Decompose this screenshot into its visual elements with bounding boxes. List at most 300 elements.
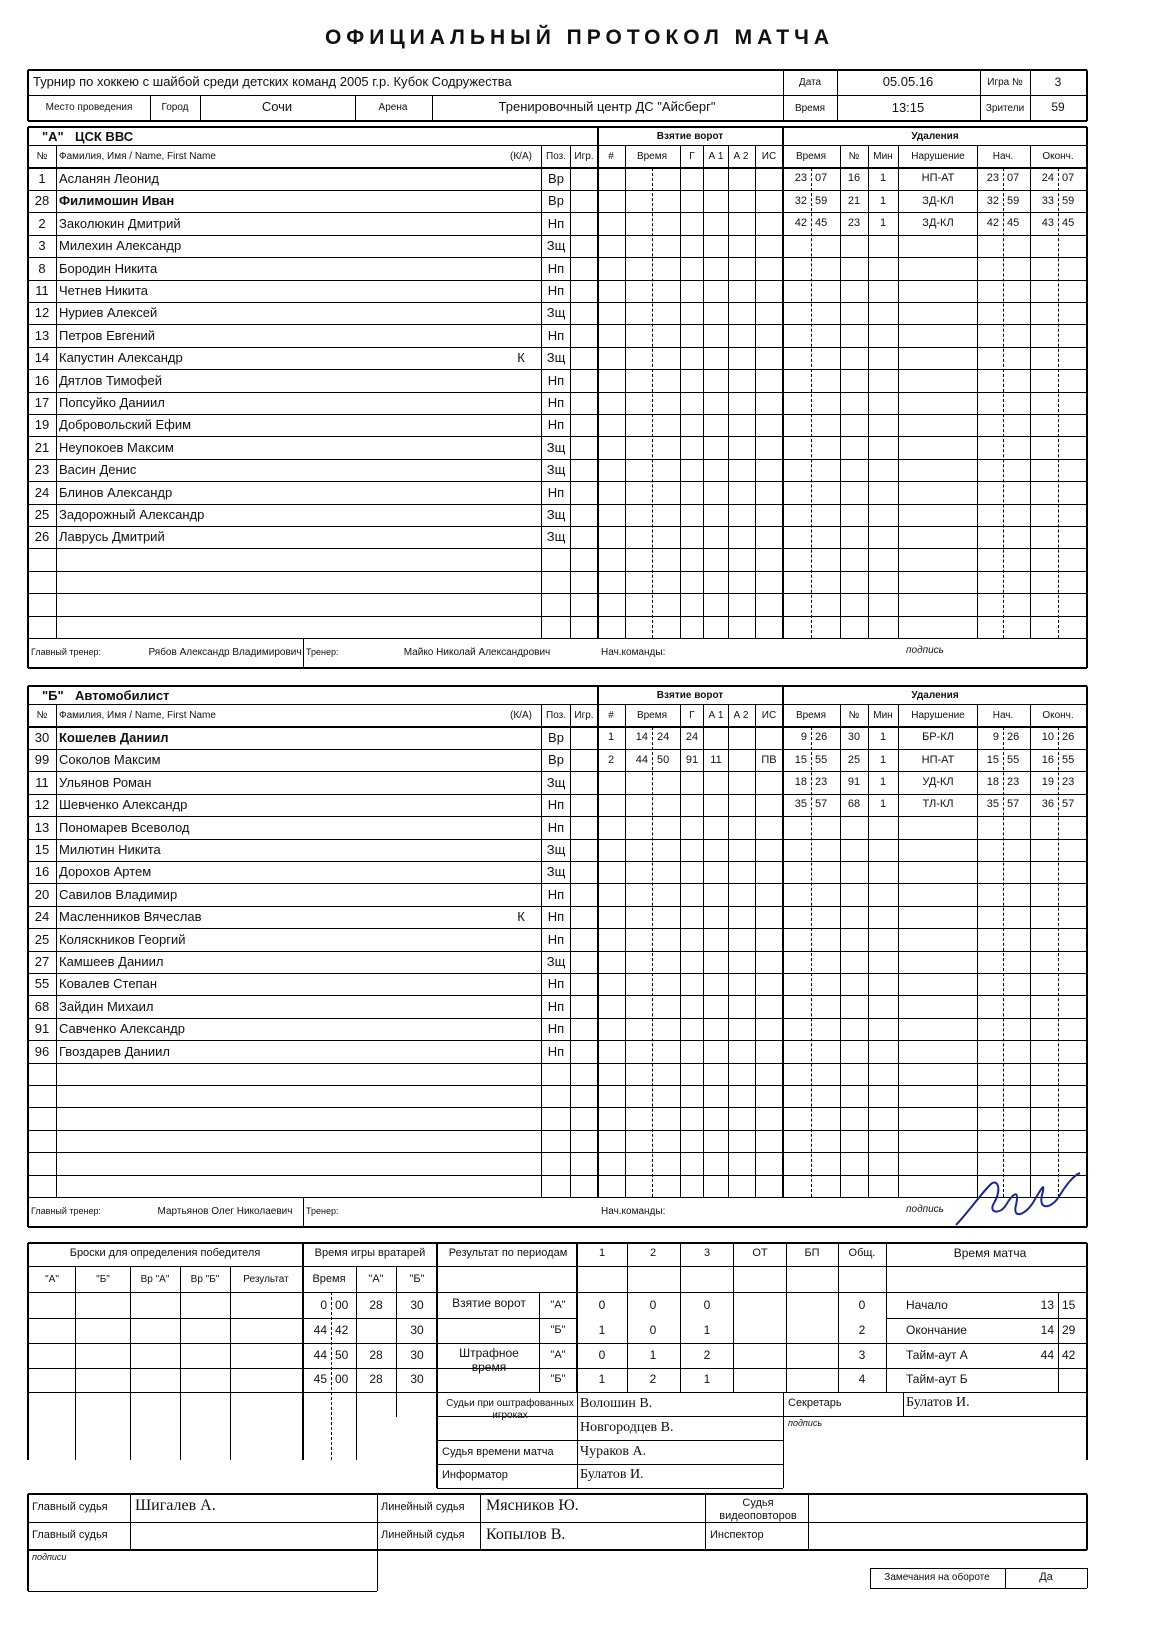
team-name: ЦСК ВВС	[75, 128, 134, 144]
player-name: Гвоздарев Даниил	[59, 1043, 170, 1059]
player-position: Нп	[547, 931, 565, 947]
informer-label: Информатор	[442, 1468, 508, 1481]
rule-line	[868, 727, 869, 1197]
rule-line	[728, 145, 729, 168]
signature-label: подпись	[906, 1203, 944, 1215]
player-name: Ковалев Степан	[59, 976, 158, 992]
penalty-start-min: 23	[986, 172, 999, 185]
penalty-violation: ТЛ-КЛ	[922, 798, 954, 811]
rule-line	[755, 168, 756, 638]
inspector-label: Инспектор	[710, 1528, 764, 1541]
signatures-label: подписи	[32, 1552, 67, 1563]
player-number: 16	[34, 864, 50, 880]
timekeeper-label: Судья времени матча	[442, 1445, 554, 1458]
referee-1: Шигалев А.	[135, 1497, 216, 1515]
penalty-start-sec: 45	[1007, 216, 1020, 229]
goal-second: 50	[657, 753, 670, 766]
penalty-end-sec: 45	[1062, 216, 1075, 229]
match-time-title: Время матча	[953, 1246, 1027, 1261]
rule-line	[870, 1588, 1087, 1589]
match-time-label: Тайм-аут Б	[906, 1372, 968, 1387]
player-name: Савилов Владимир	[59, 886, 178, 902]
player-name: Ульянов Роман	[59, 774, 152, 790]
rule-line	[577, 1440, 578, 1488]
penalty-start-sec: 26	[1007, 731, 1020, 744]
player-name: Масленников Вячеслав	[59, 909, 202, 925]
player-name: Коляскников Георгий	[59, 931, 186, 947]
rule-line	[728, 704, 729, 727]
col-header-name: Фамилия, Имя / Name, First Name	[59, 709, 216, 721]
col-header-position: Поз.	[546, 150, 566, 162]
team-chief-label: Нач.команды:	[601, 646, 666, 658]
player-number: 27	[34, 954, 50, 970]
table-row-line	[28, 257, 1087, 258]
penalty-player: 91	[847, 775, 861, 788]
period-value: 2	[703, 1348, 711, 1363]
rule-line	[977, 704, 978, 727]
head-coach-name: Мартьянов Олег Николаевич	[157, 1205, 293, 1217]
table-row-line	[28, 1152, 1087, 1153]
penalty-start-sec: 55	[1007, 753, 1020, 766]
rule-line	[898, 727, 899, 1197]
period-col-header: 3	[703, 1246, 711, 1259]
player-name: Четнев Никита	[59, 283, 148, 299]
rule-line	[28, 1522, 1087, 1523]
col-header-goal-scorer: Г	[689, 709, 695, 721]
table-row-line	[28, 883, 1087, 884]
player-name: Добровольский Ефим	[59, 417, 192, 433]
rule-line	[1086, 127, 1088, 668]
rule-line	[755, 704, 756, 727]
player-number: 99	[34, 752, 50, 768]
goalie-b-number: 30	[410, 1298, 424, 1313]
period-col-header: 2	[649, 1246, 657, 1259]
rule-line	[1086, 1243, 1088, 1460]
player-number: 91	[34, 1021, 50, 1037]
player-position: Зщ	[546, 462, 566, 478]
rule-line	[868, 704, 869, 727]
player-position: Нп	[547, 215, 565, 231]
col-header-pen-start: Нач.	[992, 709, 1014, 721]
rule-line	[539, 1343, 887, 1344]
player-number: 3	[38, 238, 46, 254]
goal-second: 24	[657, 731, 670, 744]
penalty-start-min: 42	[986, 216, 999, 229]
penalty-second: 59	[815, 194, 828, 207]
penalty-end-min: 10	[1041, 731, 1054, 744]
shootout-title: Броски для определения победителя	[69, 1246, 261, 1259]
rule-line	[977, 727, 978, 1197]
period-value: 1	[649, 1348, 657, 1363]
player-position: Нп	[547, 327, 565, 343]
table-row-line	[28, 302, 1087, 303]
match-time-min: 14	[1040, 1323, 1054, 1338]
player-position: Вр	[548, 730, 564, 746]
table-row-line	[28, 481, 1087, 482]
time-label: Время	[794, 102, 826, 114]
table-row-line	[28, 347, 1087, 348]
player-position: Нп	[547, 484, 565, 500]
period-value: 2	[858, 1323, 866, 1338]
penalty-start-sec: 07	[1007, 172, 1020, 185]
goalie-change-sec: 42	[335, 1323, 349, 1338]
rule-line	[840, 168, 841, 638]
period-value: 0	[598, 1348, 606, 1363]
player-position: Нп	[547, 283, 565, 299]
col-header-situation: ИС	[761, 709, 777, 721]
team-frame-bottom	[28, 1226, 1087, 1228]
spectators-count: 59	[1051, 100, 1065, 115]
rule-line	[728, 727, 729, 1197]
penalty-violation: ЗД-КЛ	[922, 216, 954, 229]
rule-line	[840, 145, 841, 168]
goalie-change-min: 45	[313, 1372, 327, 1387]
date-label: Дата	[798, 76, 822, 88]
player-number: 16	[34, 372, 50, 388]
player-number: 11	[35, 774, 49, 790]
goalie-change-min: 44	[313, 1348, 327, 1363]
player-number: 25	[34, 931, 50, 947]
player-name: Дятлов Тимофей	[59, 372, 162, 388]
goalie-change-sec: 00	[335, 1298, 349, 1313]
table-row-line	[28, 616, 1087, 617]
rule-line	[437, 1488, 783, 1489]
table-row-line	[28, 324, 1087, 325]
penbox-judge-1: Волошин В.	[580, 1396, 653, 1412]
goalie-a-number: 28	[369, 1372, 383, 1387]
shootout-col-header: "Б"	[96, 1273, 110, 1285]
head-coach-label: Главный тренер:	[31, 647, 101, 658]
penalty-minute: 23	[794, 172, 807, 185]
player-name: Филимошин Иван	[59, 193, 175, 209]
player-position: Нп	[547, 1043, 565, 1059]
coach-signature	[950, 1165, 1090, 1235]
rule-line	[130, 1266, 131, 1460]
goal-situation: ПВ	[761, 753, 777, 766]
rule-line	[56, 145, 57, 168]
venue-label: Место проведения	[45, 101, 133, 113]
game-number: 3	[1054, 75, 1062, 90]
shootout-col-header: "А"	[45, 1273, 59, 1285]
table-row-line	[28, 280, 1087, 281]
penalty-minutes: 1	[879, 731, 887, 744]
rule-line	[28, 1266, 1087, 1267]
col-header-no: №	[36, 150, 48, 162]
dashed-divider	[1058, 727, 1059, 1197]
penalty-violation: НП-АТ	[921, 172, 955, 185]
city-label: Город	[161, 101, 189, 113]
player-name: Капустин Александр	[59, 350, 183, 366]
penalty-violation: БР-КЛ	[922, 731, 954, 744]
rule-line	[377, 1494, 378, 1591]
penalty-minute: 15	[794, 753, 807, 766]
period-value: 0	[858, 1298, 866, 1313]
penalty-second: 23	[815, 775, 828, 788]
player-position: Нп	[547, 886, 565, 902]
table-row-line	[28, 1085, 1087, 1086]
period-results-title: Результат по периодам	[448, 1246, 568, 1259]
penalty-end-sec: 57	[1062, 798, 1075, 811]
penalty-start-min: 32	[986, 194, 999, 207]
match-date: 05.05.16	[882, 73, 934, 89]
penalty-end-min: 43	[1041, 216, 1054, 229]
city-value: Сочи	[261, 98, 293, 114]
player-position: Зщ	[546, 507, 566, 523]
remarks-value: Да	[1039, 1570, 1053, 1583]
rule-line	[436, 1440, 438, 1488]
player-name: Васин Денис	[59, 462, 137, 478]
goal-scorer: 24	[685, 731, 699, 744]
penalty-end-min: 16	[1041, 753, 1054, 766]
spectators-label: Зрители	[985, 102, 1025, 114]
arena-value: Тренировочный центр ДС "Айсберг"	[498, 98, 716, 114]
shootout-col-header: Результат	[243, 1273, 289, 1285]
rule-line	[28, 1591, 377, 1592]
player-number: 20	[34, 886, 50, 902]
col-header-pen-player: №	[848, 709, 860, 721]
linesman-label-1: Линейный судья	[381, 1500, 465, 1513]
rule-line	[541, 704, 542, 727]
player-name: Камшеев Даниил	[59, 954, 164, 970]
player-position: Зщ	[546, 439, 566, 455]
results-frame-top	[28, 1242, 1087, 1244]
table-row-line	[28, 392, 1087, 393]
rule-line	[625, 145, 626, 168]
penalty-start-min: 15	[986, 753, 999, 766]
col-header-pen-min: Мин	[873, 150, 893, 162]
col-header-pen-start: Нач.	[992, 150, 1014, 162]
team-name: Автомобилист	[75, 687, 170, 703]
col-header-assist-1: А 1	[708, 709, 724, 721]
rule-line	[786, 1243, 787, 1392]
table-row-line	[28, 190, 1087, 191]
penalty-start-min: 35	[986, 798, 999, 811]
goals-label: Взятие ворот	[452, 1296, 526, 1310]
goalie-time-title: Время игры вратарей	[314, 1246, 426, 1259]
rule-line	[303, 1197, 304, 1227]
match-time: 13:15	[891, 99, 925, 115]
team-chief-label: Нач.команды:	[601, 1205, 666, 1217]
coach-name: Майко Николай Александрович	[403, 646, 551, 658]
goals-section-title: Взятие ворот	[656, 689, 724, 701]
referee-label-1: Главный судья	[32, 1500, 108, 1513]
rule-line	[28, 167, 1087, 169]
rule-line	[27, 70, 29, 121]
player-position: Нп	[547, 372, 565, 388]
player-position: Зщ	[546, 350, 566, 366]
dashed-divider	[1003, 168, 1004, 638]
rule-line	[396, 1266, 397, 1417]
rule-line	[28, 1292, 1087, 1293]
col-header-goal-time: Время	[636, 709, 668, 721]
rule-line	[703, 145, 704, 168]
player-name: Лаврусь Дмитрий	[59, 529, 165, 545]
player-name: Асланян Леонид	[59, 171, 160, 187]
rule-line	[840, 704, 841, 727]
penalty-second: 55	[815, 753, 828, 766]
rule-line	[898, 145, 899, 168]
rule-line	[903, 1392, 904, 1416]
team-letter: "Б"	[42, 687, 64, 703]
penalty-start-sec: 57	[1007, 798, 1020, 811]
player-name: Дорохов Артем	[59, 864, 152, 880]
player-number: 11	[35, 283, 49, 299]
rule-line	[886, 1243, 887, 1392]
table-row-line	[28, 1018, 1087, 1019]
rule-line	[703, 704, 704, 727]
table-row-line	[28, 548, 1087, 549]
col-header-pen-end: Оконч.	[1042, 150, 1074, 162]
penalty-start-sec: 59	[1007, 194, 1020, 207]
player-number: 14	[34, 350, 50, 366]
head-coach-label: Главный тренер:	[31, 1206, 101, 1217]
timekeeper-name: Чураков А.	[580, 1444, 647, 1460]
rule-line	[898, 168, 899, 638]
rule-line	[437, 1440, 783, 1441]
rule-line	[303, 638, 304, 668]
table-row-line	[28, 436, 1087, 437]
penalties-section-title: Удаления	[911, 130, 959, 142]
penalty-player: 16	[847, 172, 861, 185]
linesman-2: Копылов В.	[486, 1526, 566, 1544]
col-header-assist-2: А 2	[733, 709, 749, 721]
penalty-end-sec: 26	[1062, 731, 1075, 744]
rule-line	[977, 168, 978, 638]
period-value: 4	[858, 1372, 866, 1387]
player-position: Нп	[547, 1021, 565, 1037]
player-number: 21	[34, 439, 50, 455]
player-position: Нп	[547, 395, 565, 411]
period-row-team: "Б"	[550, 1323, 566, 1336]
rule-line	[755, 727, 756, 1197]
penalty-start-min: 9	[992, 731, 999, 744]
rule-line	[539, 1368, 887, 1369]
player-position: Нп	[547, 797, 565, 813]
col-header-violation: Нарушение	[911, 709, 965, 721]
col-header-captain: (К/А)	[510, 709, 532, 721]
period-value: 3	[858, 1348, 866, 1363]
period-col-header: 1	[598, 1246, 606, 1259]
penalty-second: 57	[815, 798, 828, 811]
penalty-start-min: 18	[986, 775, 999, 788]
info-border-top	[28, 69, 1087, 71]
captain-mark: К	[517, 909, 525, 925]
match-time-label: Окончание	[906, 1323, 967, 1338]
player-name: Блинов Александр	[59, 484, 173, 500]
coach-label: Тренер:	[306, 647, 339, 658]
table-row-line	[28, 1130, 1087, 1131]
goalie-b-number: 30	[410, 1348, 424, 1363]
referees-frame-bottom	[28, 1549, 1087, 1551]
rule-line	[977, 145, 978, 168]
penalty-player: 25	[847, 753, 861, 766]
rule-line	[680, 145, 681, 168]
player-name: Зайдин Михаил	[59, 998, 154, 1014]
player-number: 55	[34, 976, 50, 992]
rule-line	[28, 145, 1087, 146]
goalie-time-col: Время	[312, 1272, 346, 1285]
player-number: 12	[34, 305, 50, 321]
rule-line	[27, 1494, 29, 1591]
goal-scorer: 91	[685, 753, 699, 766]
arena-label: Арена	[378, 101, 408, 113]
col-header-pen-end: Оконч.	[1042, 709, 1074, 721]
rule-line	[56, 704, 57, 727]
rule-line	[1030, 145, 1031, 168]
dashed-divider	[811, 727, 812, 1197]
period-row-team: "А"	[550, 1298, 566, 1311]
rule-line	[28, 95, 1087, 96]
rule-line	[570, 145, 571, 168]
player-number: 28	[34, 193, 50, 209]
penalty-player: 21	[847, 194, 861, 207]
period-col-header: БП	[804, 1246, 820, 1259]
player-position: Нп	[547, 260, 565, 276]
player-name: Шевченко Александр	[59, 797, 188, 813]
penalty-end-sec: 55	[1062, 753, 1075, 766]
rule-line	[755, 145, 756, 168]
rule-line	[28, 1392, 1087, 1393]
player-number: 13	[34, 327, 50, 343]
rule-line	[480, 1494, 481, 1550]
penalty-end-sec: 59	[1062, 194, 1075, 207]
player-position: Зщ	[546, 864, 566, 880]
dashed-divider	[1058, 1292, 1059, 1392]
game-number-label: Игра №	[987, 76, 1023, 88]
table-row-line	[28, 459, 1087, 460]
penalty-end-min: 19	[1041, 775, 1054, 788]
penbox-judges-label: Судьи при оштрафованных игроках	[446, 1398, 574, 1421]
penalty-minutes: 1	[879, 172, 887, 185]
goal-number: 2	[607, 753, 615, 766]
goalie-b-number: 30	[410, 1372, 424, 1387]
col-header-pen-player: №	[848, 150, 860, 162]
table-row-line	[28, 1107, 1087, 1108]
player-position: Нп	[547, 976, 565, 992]
coach-label: Тренер:	[306, 1206, 339, 1217]
period-row-team: "А"	[550, 1348, 566, 1361]
player-name: Задорожный Александр	[59, 507, 205, 523]
penalty-start-sec: 23	[1007, 775, 1020, 788]
player-number: 8	[38, 260, 46, 276]
rule-line	[1030, 727, 1031, 1197]
goalie-change-min: 44	[313, 1323, 327, 1338]
player-position: Зщ	[546, 238, 566, 254]
rule-line	[539, 1318, 577, 1319]
penalty-violation: УД-КЛ	[922, 775, 954, 788]
rule-line	[625, 704, 626, 727]
col-header-pen-min: Мин	[873, 709, 893, 721]
penalty-violation: ЗД-КЛ	[922, 194, 954, 207]
player-position: Зщ	[546, 774, 566, 790]
col-header-no: №	[36, 709, 48, 721]
match-time-sec: 15	[1062, 1298, 1076, 1313]
rule-line	[570, 704, 571, 727]
col-header-goal-time: Время	[636, 150, 668, 162]
rule-line	[576, 1243, 578, 1392]
period-value: 1	[703, 1372, 711, 1387]
penalty-player: 23	[847, 216, 861, 229]
col-header-goal-num: #	[608, 150, 614, 162]
player-position: Зщ	[546, 842, 566, 858]
col-header-captain: (К/А)	[510, 150, 532, 162]
team-letter: "А"	[42, 128, 64, 144]
col-header-pen-time: Время	[795, 709, 827, 721]
col-header-games: Игр.	[574, 709, 594, 721]
goalie-b-col: "Б"	[409, 1272, 425, 1285]
rule-line	[75, 1266, 76, 1460]
rule-line	[437, 1464, 783, 1465]
